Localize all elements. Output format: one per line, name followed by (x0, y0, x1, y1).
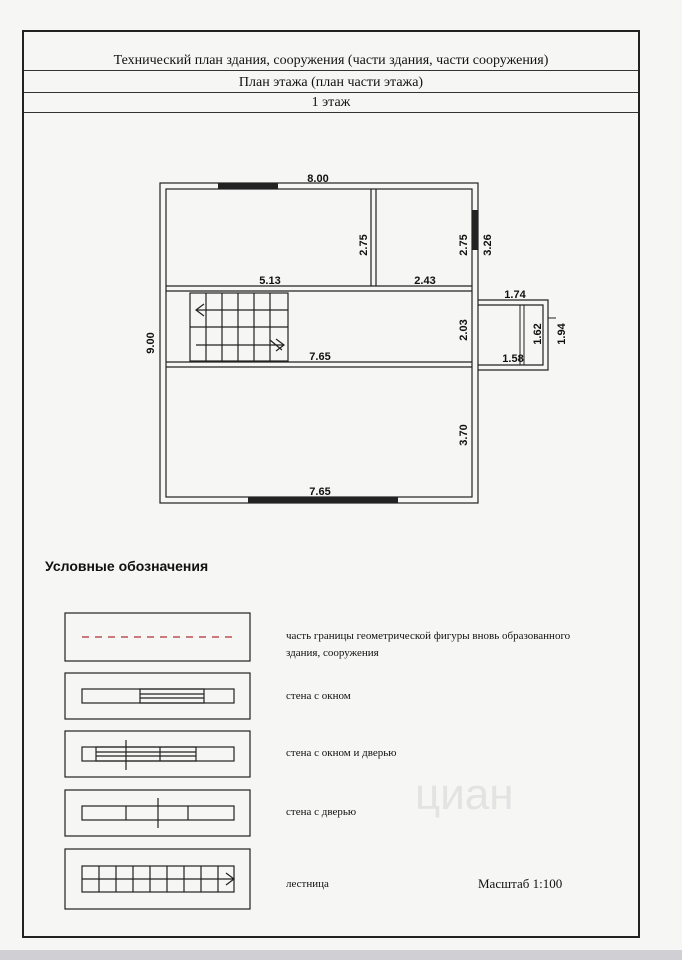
legend-box-window (65, 673, 250, 719)
legend-box-window-door (65, 731, 250, 777)
header-title: Технический план здания, сооружения (части здания, части сооружения) (113, 53, 549, 68)
legend-box-boundary (65, 613, 250, 661)
dim-corridor-right: 2.43 (414, 275, 436, 287)
header-subtitle: План этажа (план части этажа) (238, 75, 424, 90)
dim-middle-width: 7.65 (309, 351, 331, 363)
outer-wall-inner (166, 189, 472, 497)
bottom-strip (0, 950, 682, 960)
outer-wall (160, 183, 478, 503)
legend-label-boundary: часть границы геометрической фигуры вновь образованного здания, сооружения (286, 630, 571, 659)
dim-porch-top: 1.74 (504, 289, 526, 301)
dim-top-width: 8.00 (307, 173, 329, 185)
legend-label-window-door: стена с окном и дверью (286, 747, 397, 759)
legend-label-stairs: лестница (286, 878, 329, 890)
legend-label-window: стена с окном (286, 690, 351, 702)
dim-room1-height: 2.75 (358, 234, 370, 256)
scale-label: Масштаб 1:100 (478, 876, 563, 891)
dim-right-upper: 3.26 (482, 234, 494, 256)
dim-porch-bottom: 1.58 (502, 353, 524, 365)
watermark-logo: циан (415, 770, 514, 819)
header-floor: 1 этаж (311, 95, 351, 110)
dim-room2-height: 2.75 (458, 234, 470, 256)
dim-corridor-left: 5.13 (259, 275, 281, 287)
dim-porch-inner: 1.62 (532, 323, 544, 345)
dim-porch-outer: 1.94 (556, 323, 568, 345)
dim-bottom-width: 7.65 (309, 486, 331, 498)
dim-left-height: 9.00 (145, 332, 157, 354)
legend-label-door: стена с дверью (286, 806, 357, 818)
dim-bottom-height: 3.70 (458, 424, 470, 446)
dim-middle-height: 2.03 (458, 319, 470, 341)
legend-title: Условные обозначения (45, 558, 209, 574)
